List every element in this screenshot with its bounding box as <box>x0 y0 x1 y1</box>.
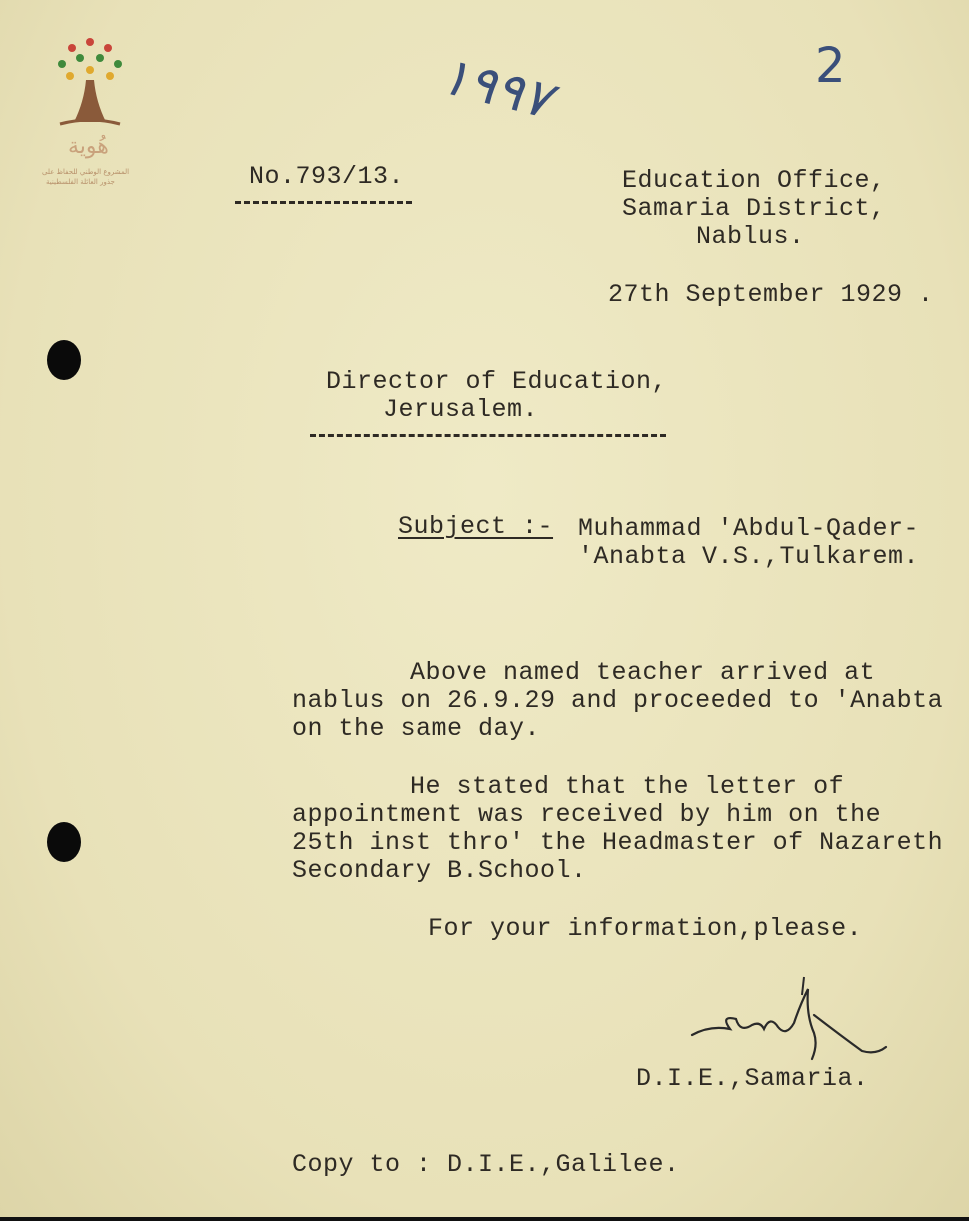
page-bottom-edge <box>0 1217 969 1221</box>
addressee-line-2: Jerusalem. <box>383 395 539 424</box>
paragraph1-line-2: nablus on 26.9.29 and proceeded to 'Anabta <box>292 686 944 715</box>
reference-underline <box>235 201 412 204</box>
paragraph2-line-1: He stated that the letter of <box>410 772 845 801</box>
handwritten-folio-number: ١٩٩٧ <box>434 45 558 131</box>
subject-line-1: Muhammad 'Abdul-Qader- <box>578 514 920 543</box>
punch-hole-top <box>47 340 81 380</box>
logo-caption-line1: المشروع الوطني للحفاظ على <box>42 168 130 176</box>
handwritten-page-mark: 2 <box>815 38 846 94</box>
copy-to-line: Copy to : D.I.E.,Galilee. <box>292 1150 680 1179</box>
signatory: D.I.E.,Samaria. <box>636 1064 869 1093</box>
subject-label <box>398 514 553 539</box>
paragraph2-line-3: 25th inst thro' the Headmaster of Nazareth <box>292 828 944 857</box>
logo-arabic-name: هُوية <box>68 134 109 159</box>
addressee-underline <box>310 434 666 437</box>
sender-line-2: Samaria District, <box>622 194 886 223</box>
closing-line: For your information,please. <box>428 914 863 943</box>
paragraph2-line-4: Secondary B.School. <box>292 856 587 885</box>
tree-of-people-logo-icon <box>50 30 130 130</box>
handwritten-signature <box>690 975 890 1065</box>
paragraph1-line-3: on the same day. <box>292 714 541 743</box>
sender-line-3: Nablus. <box>696 222 805 251</box>
reference-number: No.793/13. <box>249 162 405 191</box>
letter-date: 27th September 1929 . <box>608 280 934 309</box>
sender-line-1: Education Office, <box>622 166 886 195</box>
logo-caption-line2: جذور العائلة الفلسطينية <box>46 178 115 186</box>
subject-label-text: Subject :- <box>398 512 554 541</box>
paragraph1-line-1: Above named teacher arrived at <box>410 658 876 687</box>
subject-line-2: 'Anabta V.S.,Tulkarem. <box>578 542 920 571</box>
punch-hole-bottom <box>47 822 81 862</box>
archive-logo <box>42 30 130 190</box>
addressee-line-1: Director of Education, <box>326 367 668 396</box>
paragraph2-line-2: appointment was received by him on the <box>292 800 882 829</box>
